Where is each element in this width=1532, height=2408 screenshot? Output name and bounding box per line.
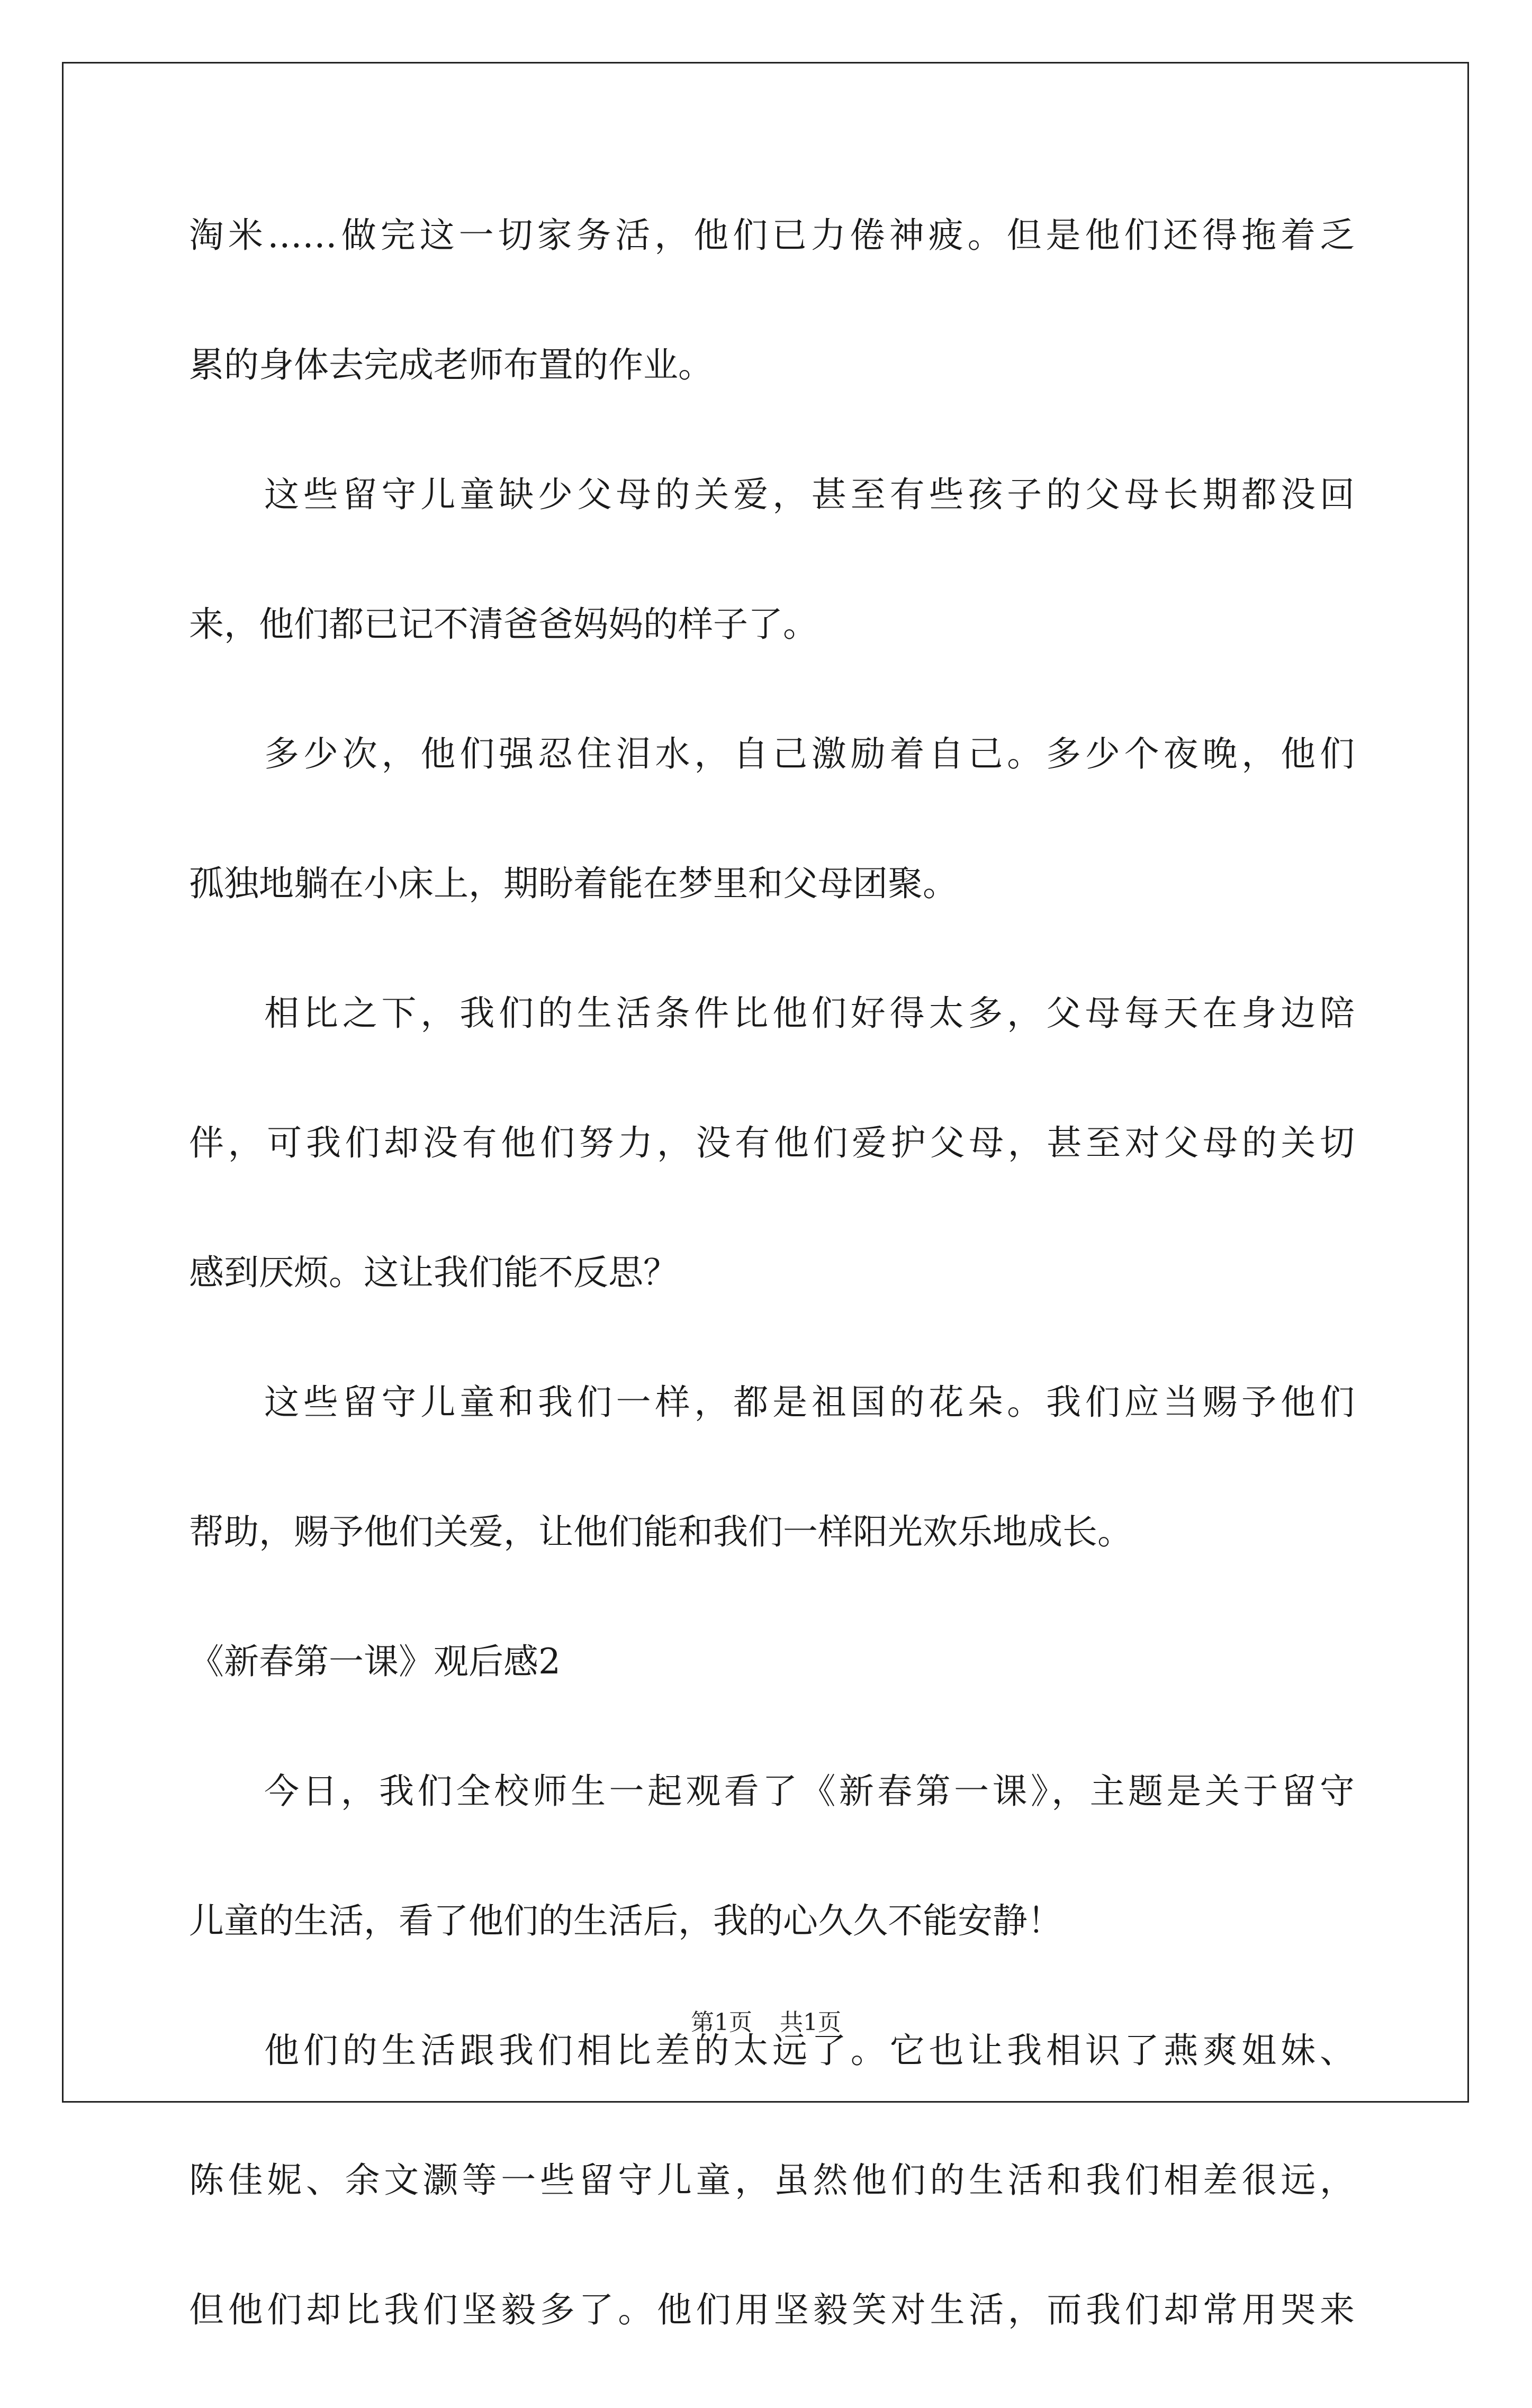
page-number-total: 共1页 (780, 2009, 841, 2036)
paragraph-line: 伴，可我们却没有他们努力，没有他们爱护父母，甚至对父母的关切 (189, 1122, 1355, 1163)
document-body (189, 204, 1355, 2408)
paragraph-line: 儿童的生活，看了他们的生活后，我的心久久不能安静！ (189, 1900, 1062, 1941)
paragraph-line: 累的身体去完成老师布置的作业。 (189, 345, 713, 385)
paragraph-line: 帮助，赐予他们关爱，让他们能和我们一样阳光欢乐地成长。 (189, 1511, 1132, 1552)
paragraph-line: 陈佳妮、余文灏等一些留守儿童，虽然他们的生活和我们相差很远， (189, 2160, 1355, 2201)
paragraph-line: 多少次，他们强忍住泪水，自己激励着自己。多少个夜晚，他们 (264, 734, 1355, 774)
paragraph-line: 但他们却比我们坚毅多了。他们用坚毅笑对生活，而我们却常用哭来 (189, 2289, 1355, 2330)
page-footer (0, 2007, 1532, 2039)
section-heading: 《新春第一课》观后感2 (189, 1641, 561, 1682)
paragraph-line: 相比之下，我们的生活条件比他们好得太多，父母每天在身边陪 (264, 993, 1355, 1034)
paragraph-line: 他们的生活跟我们相比差的太远了。它也让我相识了燕爽姐妹、 (264, 2030, 1355, 2071)
paragraph-line: 淘米……做完这一切家务活，他们已力倦神疲。但是他们还得拖着乏 (189, 215, 1355, 256)
paragraph-line: 这些留守儿童缺少父母的关爱，甚至有些孩子的父母长期都没回 (264, 474, 1355, 515)
paragraph-line: 孤独地躺在小床上，期盼着能在梦里和父母团聚。 (189, 863, 958, 904)
paragraph-line: 感到厌烦。这让我们能不反思？ (189, 1252, 678, 1293)
paragraph-line: 今日，我们全校师生一起观看了《新春第一课》，主题是关于留守 (264, 1771, 1355, 1812)
page-number-current: 第1页 (691, 2009, 752, 2036)
paragraph-line: 这些留守儿童和我们一样，都是祖国的花朵。我们应当赐予他们 (264, 1382, 1355, 1423)
paragraph-line: 来，他们都已记不清爸爸妈妈的样子了。 (189, 604, 818, 645)
